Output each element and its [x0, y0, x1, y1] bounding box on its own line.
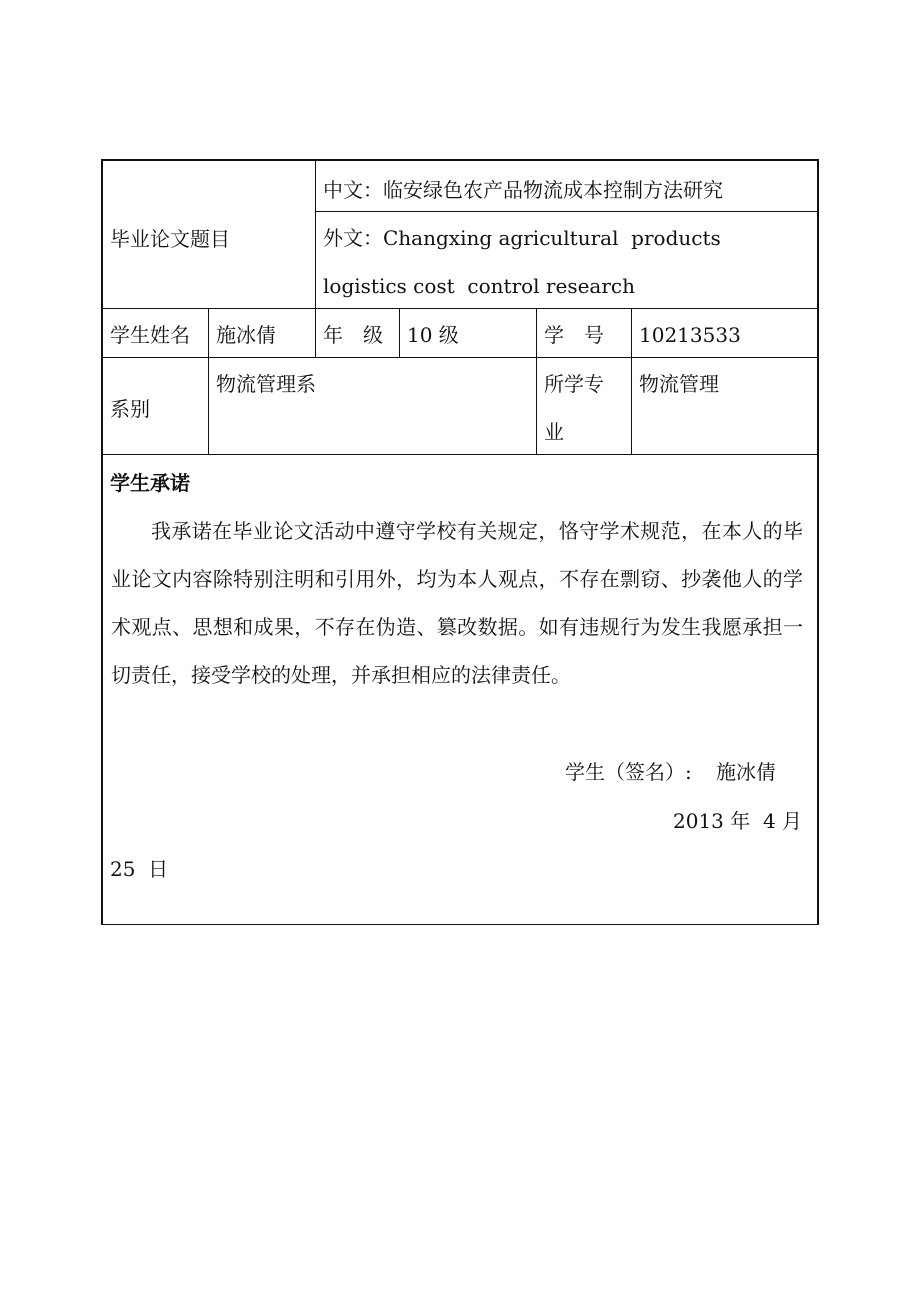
row-divider: [103, 454, 819, 455]
pledge-paragraph: [111, 507, 803, 699]
major-value: 物流管理: [639, 372, 719, 396]
major-label-line2: 业: [544, 420, 564, 444]
pledge-body-text: 我承诺在毕业论文活动中遵守学校有关规定，恪守学术规范，在本人的毕业论文内容除特别注明和引用外，均为本人观点，不存在剽窃、抄袭他人的学术观点、思想和成果，不存在伪造、篡改数据。如有违规行为发生我愿承担一切责任，接受学校的处理，并承担相应的法律责任。: [111, 519, 803, 687]
thesis-title-chinese: 中文：临安绿色农产品物流成本控制方法研究: [323, 178, 723, 202]
thesis-title-foreign-line1: 外文：Changxing agricultural products: [323, 226, 721, 250]
pledge-date-day: 25 日: [110, 857, 169, 881]
department-label: 系别: [110, 397, 150, 421]
major-label-line1: 所学专: [544, 372, 604, 396]
thesis-title-foreign-line2: logistics cost control research: [323, 274, 635, 298]
grade-label: 年 级: [323, 323, 383, 347]
pledge-heading: 学生承诺: [110, 471, 190, 495]
student-name-value: 施冰倩: [216, 323, 276, 347]
signature-name: 施冰倩: [716, 760, 776, 784]
student-id-label: 学 号: [544, 323, 604, 347]
pledge-date-year-month: 2013 年 4 月: [673, 809, 803, 833]
grade-value: 10 级: [407, 323, 459, 347]
signature-label: 学生（签名）:: [565, 760, 692, 784]
declaration-form: [101, 159, 819, 925]
department-value: 物流管理系: [216, 372, 316, 396]
student-id-value: 10213533: [639, 323, 741, 347]
student-name-label: 学生姓名: [110, 323, 190, 347]
thesis-title-label: 毕业论文题目: [110, 227, 230, 251]
